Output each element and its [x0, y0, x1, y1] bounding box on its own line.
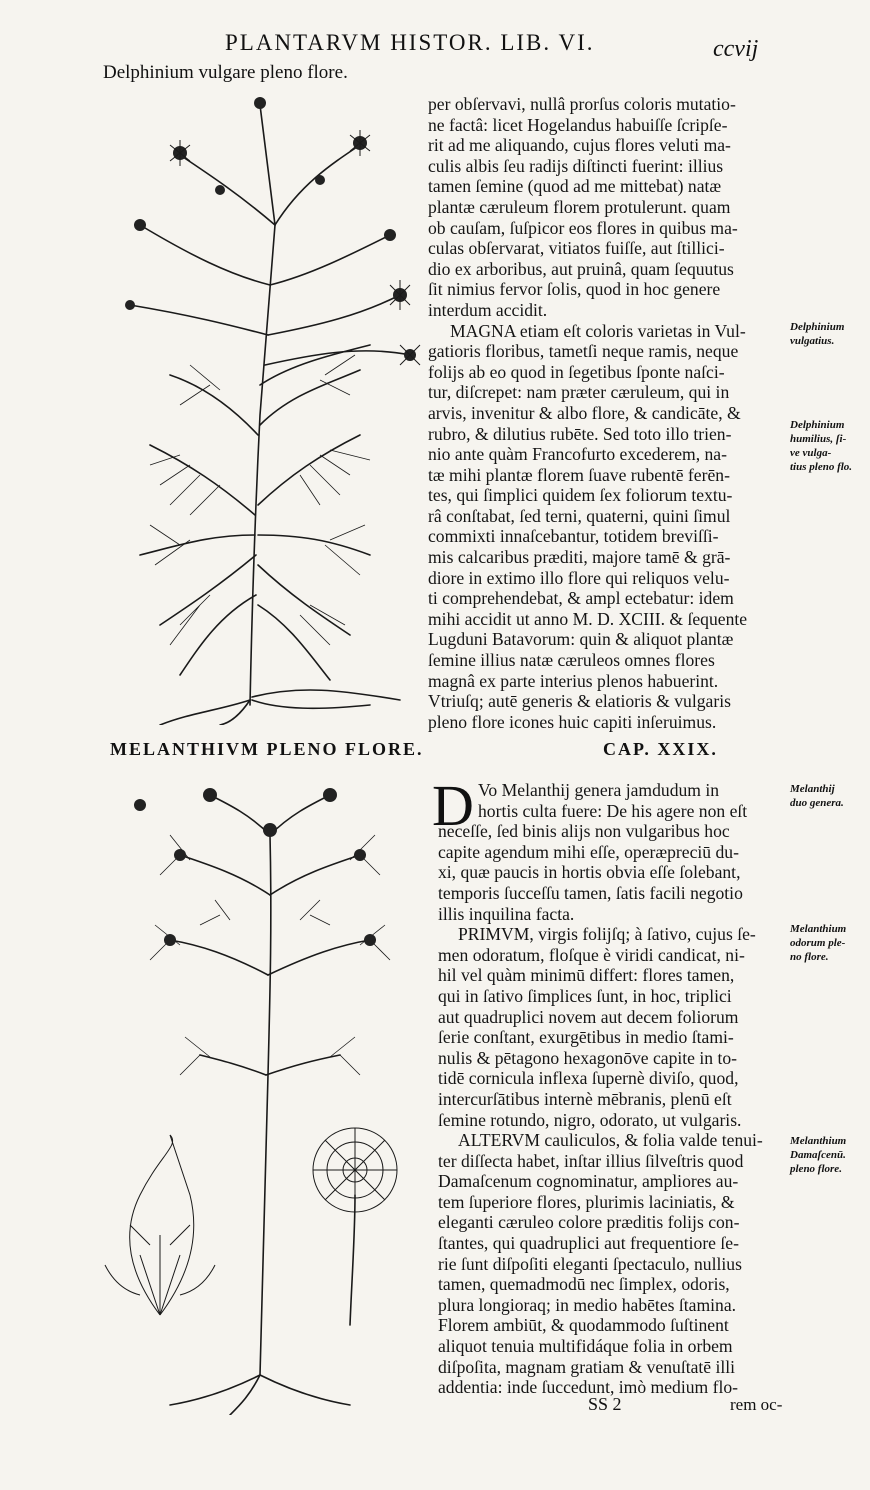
margin-note-delphinium-vulgatius — [790, 320, 870, 348]
text-line: Damaſcenum cognominatur, ampliores au- — [438, 1171, 739, 1192]
text-line: râ conſtabat, ſed terni, quaterni, quini ſimul — [428, 505, 731, 526]
text-line: ne factâ: licet Hogelandus habuiſſe ſcripſe- — [428, 114, 728, 135]
text-line: aliquot tenuia multifidáque folia in orbem — [438, 1336, 733, 1357]
text-line: Lugduni Batavorum: quin & aliquot plantæ — [428, 629, 734, 650]
text-line: tamen ſemine (quod ad me mittebat) natæ — [428, 176, 722, 197]
text-line: aut quadruplici novem aut decem foliorum — [438, 1006, 739, 1027]
margin-note-line: Damaſcenū. — [790, 1149, 846, 1161]
text-line: ſemine illius natæ cæruleos omnes flores — [428, 650, 715, 671]
text-line: capite agendum mihi eſſe, operæpreciū du- — [438, 841, 739, 862]
margin-note-melanthij-duo-genera — [790, 782, 870, 810]
text-line: tamen, quemadmodū nec ſimplex, odoris, — [438, 1274, 730, 1295]
text-line: ſtantes, qui quadruplici aut frequentiore ſe- — [438, 1233, 739, 1254]
margin-note-line: Delphinium — [790, 419, 845, 431]
margin-note-line: duo genera. — [790, 797, 844, 809]
text-line: dio ex arboribus, aut pruinâ, quam ſequutus — [428, 258, 734, 279]
margin-note-melanthium-odorum — [790, 922, 870, 964]
text-line: rubro, & dilutius rubēte. Sed toto illo trien- — [428, 423, 732, 444]
text-line: rie ſunt diſpoſiti eleganti ſpectaculo, nullius — [438, 1253, 742, 1274]
margin-note-line: Delphinium — [790, 321, 845, 333]
text-line: mihi accidit ut anno M. D. XCIII. & ſequente — [428, 608, 748, 629]
text-line: plura longioraq; in medio habētes ſtamina. — [438, 1294, 737, 1315]
margin-note-line: pleno flore. — [790, 1163, 842, 1175]
margin-note-line: vulgatius. — [790, 335, 835, 347]
text-line: interdum accidit. — [428, 299, 548, 320]
text-line: culas obſervarat, vitiatos fuiſſe, aut ſtillici- — [428, 238, 725, 259]
text-line: xi, quæ paucis in hortis obvia eſſe ſolebant, — [438, 862, 741, 883]
margin-note-line: Melanthium — [790, 923, 847, 935]
catchword: rem oc- — [730, 1395, 783, 1414]
text-line: mis calcaribus præditi, majore tamē & grā- — [428, 547, 731, 568]
chapter-title: CAP. XXIX. — [603, 739, 718, 759]
text-line: pleno flore icones huic capiti inſeruimus. — [428, 711, 717, 732]
text-line: diſpoſita, magnam gratiam & venuſtatē illi — [438, 1356, 736, 1377]
figure-caption-delphinium: Delphinium vulgare pleno flore. — [103, 62, 348, 83]
text-line: intercurſātibus internè mēbranis, plenū eſt — [438, 1088, 732, 1109]
text-line: neceſſe, ſed binis alijs non vulgaribus hoc — [438, 821, 730, 842]
margin-note-line: no flore. — [790, 951, 829, 963]
margin-note-line: ve vulga- — [790, 447, 832, 459]
margin-note-line: tius pleno flo. — [790, 461, 853, 473]
text-line: tem ſuperiore flores, plurimis laciniatis, & — [438, 1191, 735, 1212]
text-line: Vtriuſq; autē generis & elatioris & vulgaris — [428, 691, 731, 712]
text-line: tidē cornicula inflexa ſupernè diviſo, quod, — [438, 1068, 739, 1089]
text-line: rit ad me aliquando, cujus flores veluti ma- — [428, 135, 731, 156]
text-line: ſit nimius fervor ſolis, quod in hoc genere — [428, 279, 721, 300]
text-line: hil vel quàm minimū differt: flores tamen, — [438, 965, 735, 986]
text-line: hortis culta fuere: De his agere non eſt — [478, 800, 748, 821]
text-line: ſemine rotundo, nigro, odorato, ut vulgaris. — [438, 1109, 742, 1130]
text-line: folijs ab eo quod in ſegetibus ſponte naſci- — [428, 361, 725, 382]
text-line: ter diſſecta habet, inſtar illius ſilveſtris quod — [438, 1150, 744, 1171]
figure-caption-melanthium: MELANTHIVM PLENO FLORE. — [110, 739, 424, 759]
text-line: illis inquilina facta. — [438, 903, 575, 924]
margin-note-melanthium-damascenum — [790, 1134, 870, 1176]
folio-number: ccvij — [713, 36, 759, 62]
margin-note-line: Melanthium — [790, 1135, 847, 1147]
text-line: plantæ cæruleum florem protulerunt. quam — [428, 196, 731, 217]
text-line: gatioris floribus, tametſi neque ramis, neque — [428, 341, 739, 362]
text-line: tæ mihi plantæ florem ſuave rubentē ferēn- — [428, 464, 730, 485]
text-line: ALTERVM cauliculos, & folia valde tenui- — [458, 1130, 763, 1151]
text-line: diore in extimo illo flore qui reliquos velu- — [428, 567, 730, 588]
text-line: PRIMVM, virgis folijſq; à ſativo, cujus ſe- — [458, 924, 756, 945]
text-line: addentia: inde ſuccedunt, imò medium flo- — [438, 1377, 738, 1398]
drop-capital: D — [432, 773, 474, 838]
delphinium-text — [428, 94, 780, 732]
running-head: PLANTARVM HISTOR. LIB. VI. — [225, 30, 595, 55]
text-line: MAGNA etiam eſt coloris varietas in Vul- — [450, 320, 746, 341]
text-line: magnâ ex parte interius plenos habuerint. — [428, 670, 719, 691]
text-line: qui in ſativo ſimplices ſunt, in hoc, triplici — [438, 985, 732, 1006]
text-line: tes, qui ſimplici quidem ſex foliorum textu- — [428, 485, 733, 506]
text-line: arvis, invenitur & albo flore, & candicāte, & — [428, 402, 741, 423]
signature-mark: SS 2 — [588, 1394, 622, 1414]
margin-note-line: Melanthij — [790, 783, 835, 795]
text-line: nio ante quàm Francofurto excederem, na- — [428, 444, 727, 465]
margin-note-line: odorum ple- — [790, 937, 846, 949]
margin-note-delphinium-humilius — [790, 418, 870, 474]
margin-note-line: humilius, ſi- — [790, 433, 847, 445]
melanthium-text — [438, 780, 788, 1398]
delphinium-woodcut — [70, 85, 430, 725]
text-line: Vo Melanthij genera jamdudum in — [478, 780, 720, 800]
text-line: Florem ambiūt, & quodammodo ſuſtinent — [438, 1315, 729, 1336]
text-line: ti comprehendebat, & ampl ectebatur: idem — [428, 588, 734, 609]
text-line: nulis & pētagono hexagonōve capite in to- — [438, 1047, 738, 1068]
text-line: commixti innaſcebantur, totidem breviſſi- — [428, 526, 719, 547]
text-line: temporis ſucceſſu tamen, ſatis facili negotio — [438, 882, 743, 903]
text-line: eleganti cæruleo colore præditis folijs con- — [438, 1212, 740, 1233]
text-line: men odoratum, floſque è viridi candicat, ni- — [438, 944, 745, 965]
text-line: ſerie conſtant, exurgētibus in medio ſtami- — [438, 1027, 734, 1048]
text-line: tur, diſcrepet: nam præter cæruleum, qui in — [428, 382, 730, 403]
text-line: ob cauſam, ſuſpicor eos flores in quibus ma- — [428, 217, 738, 238]
text-line: culis albis ſeu radijs diſtincti fuerint: illius — [428, 155, 724, 176]
melanthium-woodcut — [100, 775, 420, 1415]
text-line: per obſervavi, nullâ prorſus coloris mutatio- — [428, 94, 736, 114]
